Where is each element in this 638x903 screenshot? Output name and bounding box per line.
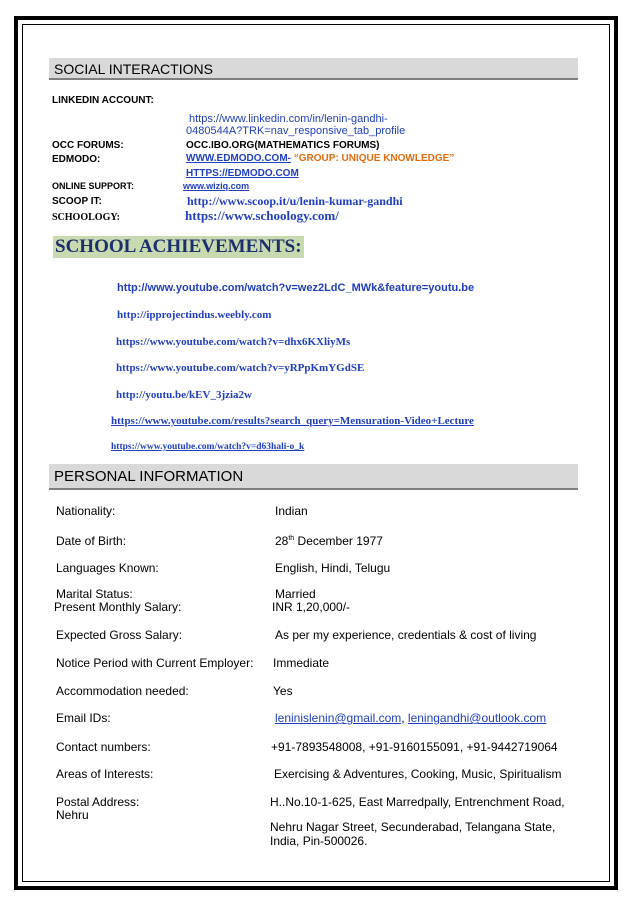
occ-value: OCC.IBO.ORG(MATHEMATICS FORUMS) (186, 140, 380, 151)
notice-period-value: Immediate (273, 656, 330, 670)
postal-line-2: Nehru Nagar Street, Secunderabad, Telangana State, (270, 820, 556, 834)
postal-line-3: India, Pin-500026. (270, 834, 368, 848)
nationality-label: Nationality: (56, 504, 116, 518)
scoop-label: SCOOP IT: (52, 196, 102, 207)
social-section-header (49, 58, 578, 80)
edmodo-url[interactable]: WWW.EDMODO.COM- (186, 153, 291, 164)
interests-value: Exercising & Adventures, Cooking, Music, Spiritualism (274, 767, 562, 781)
schoology-url[interactable]: https://www.schoology.com/ (185, 208, 339, 223)
marital-label: Marital Status: (56, 587, 133, 601)
online-support-url[interactable]: www.wiziq.com (183, 181, 250, 191)
salary-label: Present Monthly Salary: (54, 600, 182, 614)
dob-label: Date of Birth: (56, 534, 127, 548)
email-label: Email IDs: (56, 711, 111, 725)
edmodo-row (186, 153, 454, 164)
salary-value: INR 1,20,000/- (272, 600, 351, 614)
edmodo-label: EDMODO: (52, 154, 101, 165)
linkedin-url-line-2[interactable]: 0480544A?TRK=nav_responsive_tab_profile (186, 125, 406, 137)
email-link-outlook[interactable]: leningandhi@outlook.com (407, 711, 547, 725)
languages-value: English, Hindi, Telugu (275, 561, 391, 575)
email-value: leninislenin@gmail.com, leningandhi@outlook.com (275, 711, 547, 725)
nationality-value: Indian (275, 504, 308, 518)
personal-section-header (49, 464, 578, 490)
dob-value: 28th December 1977 (275, 534, 383, 548)
occ-label: OCC FORUMS: (52, 140, 124, 151)
achievement-link-7[interactable]: https://www.youtube.com/watch?v=d63hali-o_k (111, 442, 305, 452)
achievement-link-6[interactable]: https://www.youtube.com/results?search_query=Mensuration-Video+Lecture (111, 415, 474, 427)
email-link-gmail[interactable]: leninislenin@gmail.com (275, 711, 402, 725)
online-support-label: ONLINE SUPPORT: (52, 181, 135, 191)
postal-label-continued: Nehru (56, 808, 89, 822)
expected-salary-label: Expected Gross Salary: (56, 628, 183, 642)
accommodation-label: Accommodation needed: (56, 684, 189, 698)
linkedin-url-line-1[interactable]: https://www.linkedin.com/in/lenin-gandhi- (189, 113, 388, 125)
scoop-url[interactable]: http://www.scoop.it/u/lenin-kumar-gandhi (187, 194, 403, 208)
social-heading: SOCIAL INTERACTIONS (54, 61, 213, 77)
languages-label: Languages Known: (56, 561, 159, 575)
notice-period-label: Notice Period with Current Employer: (56, 656, 254, 670)
expected-salary-value: As per my experience, credentials & cost of living (275, 628, 537, 642)
contact-label: Contact numbers: (56, 740, 151, 754)
edmodo-group: “GROUP: UNIQUE KNOWLEDGE” (293, 153, 455, 164)
achievement-link-5[interactable]: http://youtu.be/kEV_3jzia2w (116, 389, 252, 401)
edmodo-url-2[interactable]: HTTPS://EDMODO.COM (186, 168, 299, 179)
schoology-label: SCHOOLOGY: (52, 212, 120, 223)
postal-line-1: H..No.10-1-625, East Marredpally, Entrenchment Road, (270, 795, 565, 809)
contact-value: +91-7893548008, +91-9160155091, +91-9442719064 (271, 740, 558, 754)
accommodation-value: Yes (273, 684, 293, 698)
achievement-link-3[interactable]: https://www.youtube.com/watch?v=dhx6KXliyMs (116, 336, 351, 348)
achievements-heading: SCHOOL ACHIEVEMENTS: (55, 236, 302, 257)
postal-label: Postal Address: (56, 795, 140, 809)
personal-heading: PERSONAL INFORMATION (54, 468, 244, 485)
linkedin-label: LINKEDIN ACCOUNT: (52, 95, 154, 106)
marital-value: Married (275, 587, 316, 601)
achievement-link-1[interactable]: http://www.youtube.com/watch?v=wez2LdC_MWk&feature=youtu.be (117, 282, 475, 294)
interests-label: Areas of Interests: (56, 767, 154, 781)
achievement-link-2[interactable]: http://ipprojectindus.weebly.com (117, 309, 272, 321)
achievement-link-4[interactable]: https://www.youtube.com/watch?v=yRPpKmYGdSE (116, 362, 365, 374)
